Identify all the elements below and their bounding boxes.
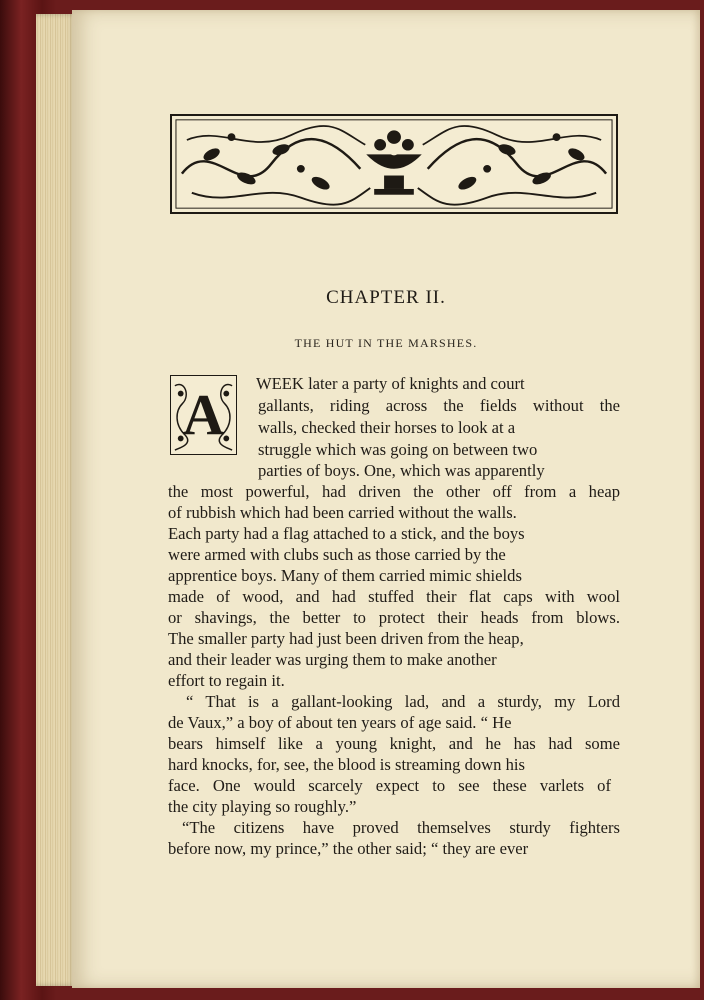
chapter-title: CHAPTER II. (326, 287, 446, 308)
ornamental-headpiece (170, 114, 618, 214)
text-line: Each party had a flag attached to a stick, and the boys (168, 524, 525, 543)
text-line: bears himself like a young knight, and he has had some (168, 734, 620, 753)
text-line: hard knocks, for, see, the blood is streaming down his (168, 755, 525, 774)
text-line: effort to regain it. (168, 671, 285, 690)
text-line: were armed with clubs such as those carried by the (168, 545, 506, 564)
text-line: the city playing so roughly.” (168, 797, 357, 816)
text-line: made of wood, and had stuffed their flat caps with wool (168, 587, 620, 606)
text-line: before now, my prince,” the other said; “ they are ever (168, 839, 529, 858)
text-line: face. One would scarcely expect to see these varlets of (168, 776, 612, 795)
text-line: of rubbish which had been carried without the walls. (168, 503, 517, 522)
text-line: The smaller party had just been driven from the heap, (168, 629, 524, 648)
decorative-dropcap (170, 375, 237, 455)
text-line: “The citizens have proved themselves sturdy fighters (182, 818, 620, 837)
chapter-subtitle: THE HUT IN THE MARSHES. (294, 336, 478, 350)
text-line: WEEK later a party of knights and court (256, 374, 525, 393)
dropcap-letter: A (182, 382, 225, 447)
text-line: struggle which was going on between two (258, 440, 538, 459)
text-line: or shavings, the better to protect their heads from blows. (168, 608, 620, 627)
text-line: and their leader was urging them to make another (168, 650, 497, 669)
text-line: the most powerful, had driven the other off from a heap (168, 482, 620, 501)
page-edges (36, 14, 76, 986)
text-line: “ That is a gallant-looking lad, and a sturdy, my Lord (186, 692, 620, 711)
text-line: parties of boys. One, which was apparently (258, 461, 545, 480)
text-line: apprentice boys. Many of them carried mimic shields (168, 566, 522, 585)
text-line: gallants, riding across the fields without the (258, 396, 620, 415)
text-line: de Vaux,” a boy of about ten years of age said. “ He (168, 713, 512, 732)
text-line: walls, checked their horses to look at a (258, 418, 516, 437)
